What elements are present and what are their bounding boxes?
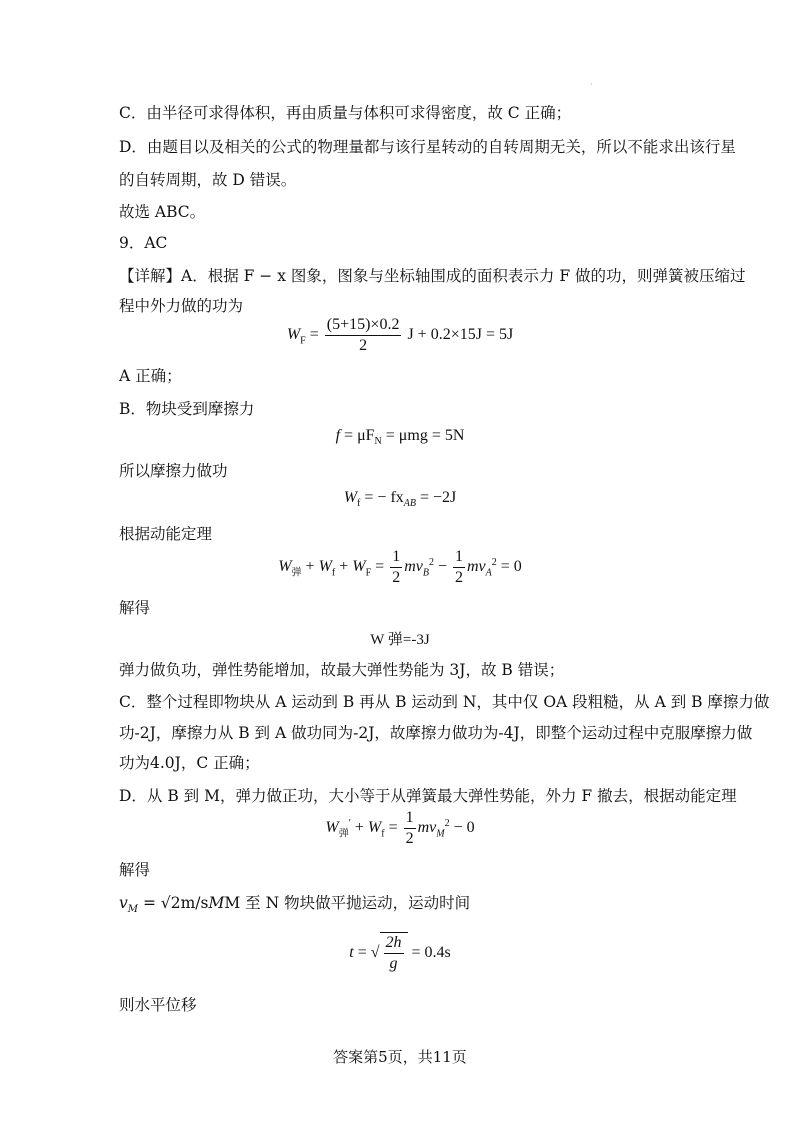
eq-time-value: = 0.4s	[411, 944, 451, 962]
eq-ke-half-1	[390, 547, 402, 588]
eq-ke-half-2: $\frac{1}{2}$	[454, 548, 463, 586]
page-footer: 答案第5页，共11页	[333, 1048, 467, 1066]
kinetic-theorem-text: 根据动能定理	[119, 525, 213, 543]
eq-ke-rhs: = 0	[500, 558, 522, 576]
option-a-correct: A 正确；	[119, 367, 182, 385]
equation-friction-work: $W_f$ = − $fx_{AB} = -2J$	[343, 489, 457, 510]
eq-ke-half-1-den: 2	[392, 569, 401, 586]
velocity-line-text: M 至 N 物块做平抛运动，运动时间	[224, 894, 471, 912]
eq-time-den: g	[389, 955, 398, 972]
eq-wf-numerator: (5+15)×0.2	[325, 315, 402, 336]
equation-kinetic-energy: $W_弹 + W_f + W_F$ = $\frac{1}{2}$ $mv_B^2$ − $\frac{1}{2}$ $mv_A^2 = 0$	[278, 548, 522, 586]
eq-wf-fraction	[325, 315, 402, 356]
eq-vm-value: = √2m/s	[142, 894, 209, 912]
equation-time: t = √ $\frac{2h}{g}$ = 0.4s	[349, 934, 451, 972]
question-9-answer: 9．AC	[119, 234, 168, 252]
option-d-text-1: D．由题目以及相关的公式的物理量都与该行星转动的自转周期无关，所以不能求出该行星	[119, 138, 736, 156]
option-d-text-2: 的自转周期，故 D 错误。	[119, 171, 297, 189]
eq-wf-rhs: J + 0.2×15J = 5J	[407, 326, 514, 344]
horizontal-displacement-text: 则水平位移	[119, 996, 197, 1014]
option-b-intro: B．物块受到摩擦力	[119, 400, 255, 418]
eq-time-num: 2h	[385, 934, 402, 951]
solve-text-1: 解得	[119, 599, 151, 617]
option-c2-line-1: C．整个过程即物块从 A 运动到 B 再从 B 运动到 N，其中仅 OA 段粗糙，从 A 到 B 摩擦力做	[119, 693, 770, 711]
equation-spring-work: W 弹=-3J	[370, 632, 430, 648]
equation-work-force: $W_F$ = $\frac{(5+15)\times 0.2}{2}$ J + 0.2×15J = 5J	[286, 316, 514, 354]
corner-dot: ·	[590, 80, 593, 89]
eq-f-part2: = μmg = 5N	[385, 427, 465, 444]
eq-time-fraction	[384, 933, 404, 974]
eq-f-part1: = μF	[344, 427, 375, 444]
eq-wfric-part1: = − fx	[364, 489, 404, 506]
option-d2-line-1: D．从 B 到 M，弹力做正功，大小等于从弹簧最大弹性势能，外力 F 撤去，根据动能定理	[119, 787, 737, 805]
solve-text-2: 解得	[119, 861, 151, 879]
option-b-conclusion: 弹力做负功，弹性势能增加，故最大弹性势能为 3J，故 B 错误；	[119, 661, 565, 679]
answer-select: 故选 ABC。	[119, 203, 206, 221]
eq-ke2-rhs: − 0	[453, 819, 475, 837]
eq-ke2-half: $\frac{1}{2}$	[405, 809, 414, 847]
option-c2-line-2: 功-2J，摩擦力从 B 到 A 做功同为-2J，故摩擦力做功为-4J，即整个运动过程中克服摩擦力做	[119, 724, 753, 742]
option-c-text: C．由半径可求得体积，再由质量与体积可求得密度，故 C 正确；	[119, 104, 572, 122]
equation-friction: $f = \mu F_N = \mu mg = 5N$	[335, 427, 465, 448]
detail-line-2: 程中外力做的功为	[119, 297, 244, 315]
friction-work-text: 所以摩擦力做功	[119, 462, 228, 480]
eq-wf-symbol: W	[286, 326, 301, 344]
equation-kinetic-energy-2: $W_弹' + W_f$ = $\frac{1}{2}$ $mv_M^2 - 0$	[325, 809, 475, 847]
eq-ke-half-1-num: 1	[390, 547, 402, 568]
option-c2-line-3: 功为4.0J，C 正确；	[119, 754, 260, 772]
eq-wfric-part2: = −2J	[419, 489, 457, 506]
velocity-line: $v_M = √2m/sMM$ 至 N 物块做平抛运动，运动时间	[119, 894, 471, 916]
detail-line-1: 【详解】A．根据 F − x 图象，图象与坐标轴围成的面积表示力 F 做的功，则弹簧被压缩过	[119, 267, 746, 285]
eq-wf-denominator: 2	[359, 337, 368, 354]
